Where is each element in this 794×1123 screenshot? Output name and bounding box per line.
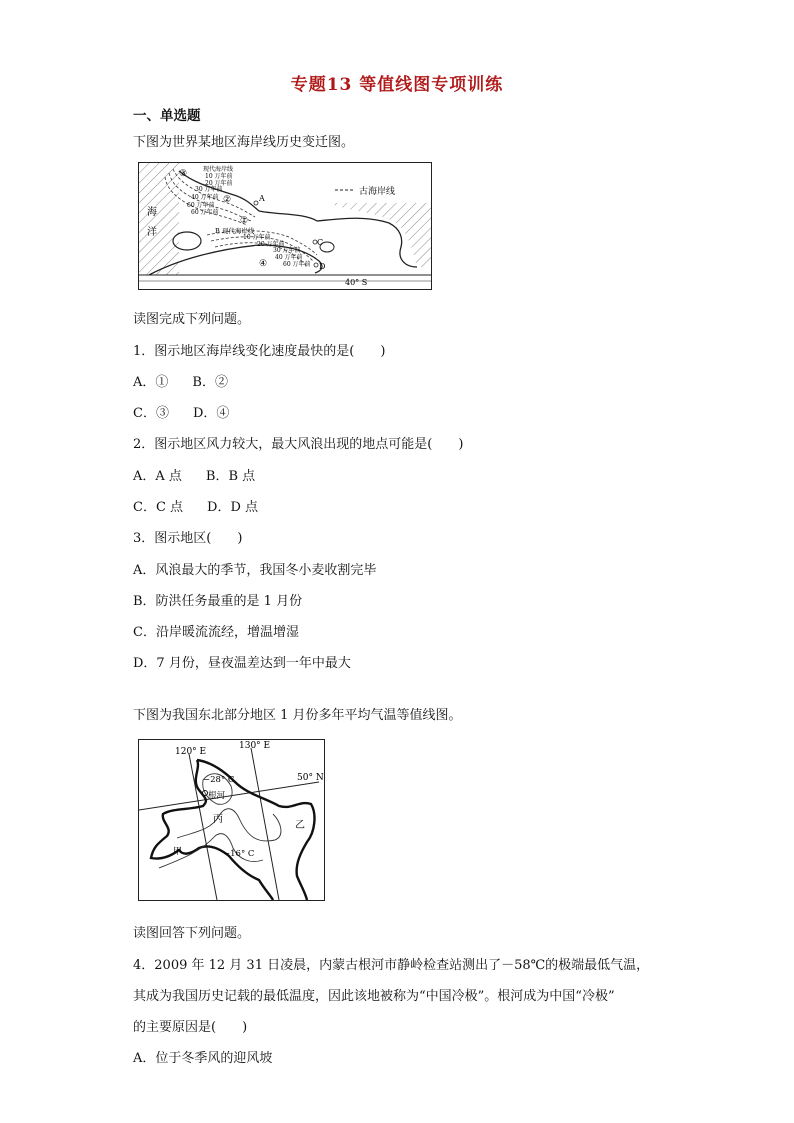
read-instruction-1: 读图完成下列问题。 [133, 312, 251, 327]
question-1-stem: 1．图示地区海岸线变化速度最快的是( ) [133, 344, 386, 359]
intro-text-2: 下图为我国东北部分地区 1 月份多年平均气温等值线图。 [133, 708, 462, 723]
read-instruction-2: 读图回答下列问题。 [133, 926, 251, 941]
coastline-age-label: 60 万年前 [283, 261, 311, 268]
option-b[interactable]: B．② [192, 375, 228, 390]
option-d[interactable]: D．7 月份，昼夜温差达到一年中最大 [133, 656, 351, 671]
option-a[interactable]: A．① [133, 375, 169, 390]
sea-label: 海 [147, 207, 157, 218]
coastline-age-label: 30 万年前 [273, 247, 301, 254]
coastline-age-label: 20 万年前 [257, 241, 285, 248]
option-c[interactable]: C．③ [133, 406, 169, 421]
point-label-a: A [259, 194, 265, 203]
region-label-yi: 乙 [295, 820, 305, 831]
longitude-label-120: 120° E [175, 747, 207, 757]
coastline-map [139, 163, 431, 289]
isotherm-map-figure [138, 739, 325, 901]
point-label-c: C [317, 238, 324, 247]
sea-hatch [139, 163, 179, 275]
question-1-options-cd [133, 402, 229, 421]
question-1-options-ab [133, 371, 228, 390]
land-hatch [329, 203, 431, 267]
question-4-line-1: 4．2009 年 12 月 31 日凌晨，内蒙古根河市静岭检查站测出了－58℃的极端最低气温， [133, 958, 650, 973]
legend-label: 古海岸线 [359, 187, 396, 197]
circle-number-2: ② [223, 195, 232, 205]
option-c[interactable]: C．C 点 [133, 500, 184, 515]
circle-number-4: ④ [259, 259, 268, 269]
option-b[interactable]: B．B 点 [205, 469, 256, 484]
isotherm-label-minus16: −16° C [223, 849, 255, 859]
isotherm-label-minus28: −28° C [203, 775, 235, 785]
coastline-age-label: 现代海岸线 [203, 166, 234, 173]
intro-text-1: 下图为世界某地区海岸线历史变迁图。 [133, 135, 355, 150]
coastline-map-figure [138, 162, 432, 290]
point-marker [314, 263, 318, 267]
option-c[interactable]: C．沿岸暖流流经，增温增湿 [133, 625, 299, 640]
option-d[interactable]: D．D 点 [207, 500, 259, 515]
page-title: 专题13 等值线图专项训练 [290, 75, 504, 95]
latitude-label: 40° S [345, 278, 368, 287]
point-label-d: D [319, 262, 326, 271]
isotherm-map [139, 740, 324, 900]
option-a[interactable]: A．位于冬季风的迎风坡 [133, 1051, 273, 1066]
sea-label: 洋 [147, 227, 157, 238]
point-marker [254, 201, 258, 205]
question-4-line-2: 其成为我国历史记载的最低温度，因此该地被称为“中国冷极”。根河成为中国“冷极” [133, 989, 615, 1004]
option-b[interactable]: B．防洪任务最重的是 1 月份 [133, 594, 303, 609]
question-2-stem: 2．图示地区风力较大，最大风浪出现的地点可能是( ) [133, 437, 464, 452]
option-a[interactable]: A．风浪最大的季节，我国冬小麦收割完毕 [133, 563, 377, 578]
coastline-age-label: B 现代海岸线 [215, 227, 255, 235]
option-a[interactable]: A．A 点 [133, 469, 182, 484]
coastline-age-label: 20 万年前 [205, 180, 233, 187]
coastline-age-label: 10 万年前 [205, 173, 233, 180]
question-2-options-cd [133, 496, 258, 515]
coastline-age-label: 40 万年前 [191, 194, 219, 201]
latitude-label-50n: 50° N [297, 773, 324, 783]
longitude-label-130: 130° E [239, 741, 271, 751]
town-label-genhe: 根河 [208, 791, 226, 801]
question-2-options-ab [133, 465, 255, 484]
circle-number-1: ① [240, 216, 249, 226]
option-d[interactable]: D．④ [192, 406, 230, 421]
coastline-age-label: 40 万年前 [275, 254, 303, 261]
question-3-stem: 3．图示地区( ) [133, 531, 243, 546]
region-label-jia: 甲 [173, 847, 183, 857]
coastline-age-label: 60 万年前 [191, 209, 219, 216]
coastline-age-label: 10 万年前 [243, 234, 271, 241]
section-heading: 一、单选题 [133, 108, 201, 124]
question-4-line-3: 的主要原因是( ) [133, 1020, 248, 1035]
coastline-age-label: 30 万年前 [195, 186, 223, 193]
circle-number-3: ③ [179, 169, 188, 179]
region-label-bing: 丙 [213, 814, 223, 825]
coastline-age-label: 60 万年前 [187, 202, 215, 209]
